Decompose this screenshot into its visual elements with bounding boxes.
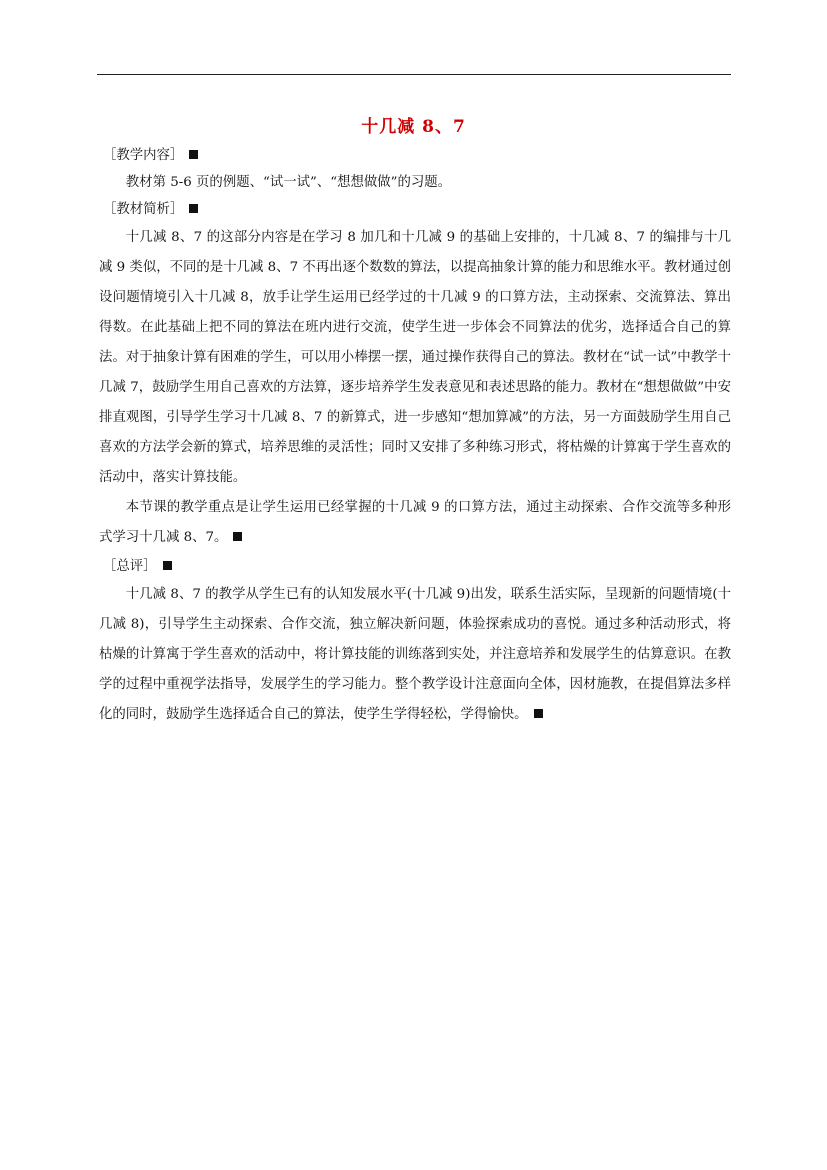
section-heading-material-analysis	[99, 196, 731, 223]
document-title: 十几减 8、7	[361, 117, 466, 137]
square-marker-icon	[233, 532, 242, 541]
section-heading-label: ［教材简析］	[103, 202, 184, 217]
paragraph-text: 本节课的教学重点是让学生运用已经掌握的十几减 9 的口算方法，通过主动探索、合作交流等多种形式学习十几减 8、7。	[99, 500, 731, 545]
header-rule	[97, 74, 731, 75]
document-body	[99, 142, 731, 730]
paragraph-text: 十几减 8、7 的这部分内容是在学习 8 加几和十几减 9 的基础上安排的，十几减 8、7 的编排与十几减 9 类似，不同的是十几减 8、7 不再出逐个数数的算法，以提高抽象计算的能力和思维水平。教材通过创设问题情境引入十几减 8，放手让学生运用已经学过的十几减 9 的口算方法，主动探索、交流算法、算出得数。在此基础上把不同的算法在班内进行交流，使学生进一步体会不同算法的优劣，选择适合自己的算法。对于抽象计算有困难的学生，可以用小棒摆一摆，通过操作获得自己的算法。教材在“试一试”中教学十几减 7，鼓励学生用自己喜欢的方法算，逐步培养学生发表意见和表述思路的能力。教材在“想想做做”中安排直观图，引导学生学习十几减 8、7 的新算式，进一步感知“想加算减”的方法，另一方面鼓励学生用自己喜欢的方法学会新的算式，培养思维的灵活性；同时又安排了多种练习形式，将枯燥的计算寓于学生喜欢的活动中，落实计算技能。	[99, 230, 731, 485]
section-heading-label: ［教学内容］	[103, 148, 184, 163]
section-heading-teaching-content	[99, 142, 731, 169]
paragraph-text: 十几减 8、7 的教学从学生已有的认知发展水平(十几减 9)出发，联系生活实际，呈现新的问题情境(十几减 8)，引导学生主动探索、合作交流，独立解决新问题，体验探索成功的喜悦。通过多种活动形式，将枯燥的计算寓于学生喜欢的活动中，将计算技能的训练落到实处，并注意培养和发展学生的估算意识。在教学的过程中重视学法指导，发展学生的学习能力。整个教学设计注意面向全体，因材施教，在提倡算法多样化的同时，鼓励学生选择适合自己的算法，使学生学得轻松，学得愉快。	[99, 587, 731, 722]
paragraph: 教材第 5-6 页的例题、“试一试”、“想想做做”的习题。	[125, 175, 452, 190]
paragraph	[99, 223, 731, 493]
paragraph	[99, 580, 731, 730]
paragraph	[99, 493, 731, 553]
section-heading-label: ［总评］	[103, 559, 157, 574]
square-marker-icon	[163, 561, 172, 570]
square-marker-icon	[534, 709, 543, 718]
square-marker-icon	[189, 150, 198, 159]
square-marker-icon	[189, 204, 198, 213]
section-heading-overall-review	[99, 553, 731, 580]
